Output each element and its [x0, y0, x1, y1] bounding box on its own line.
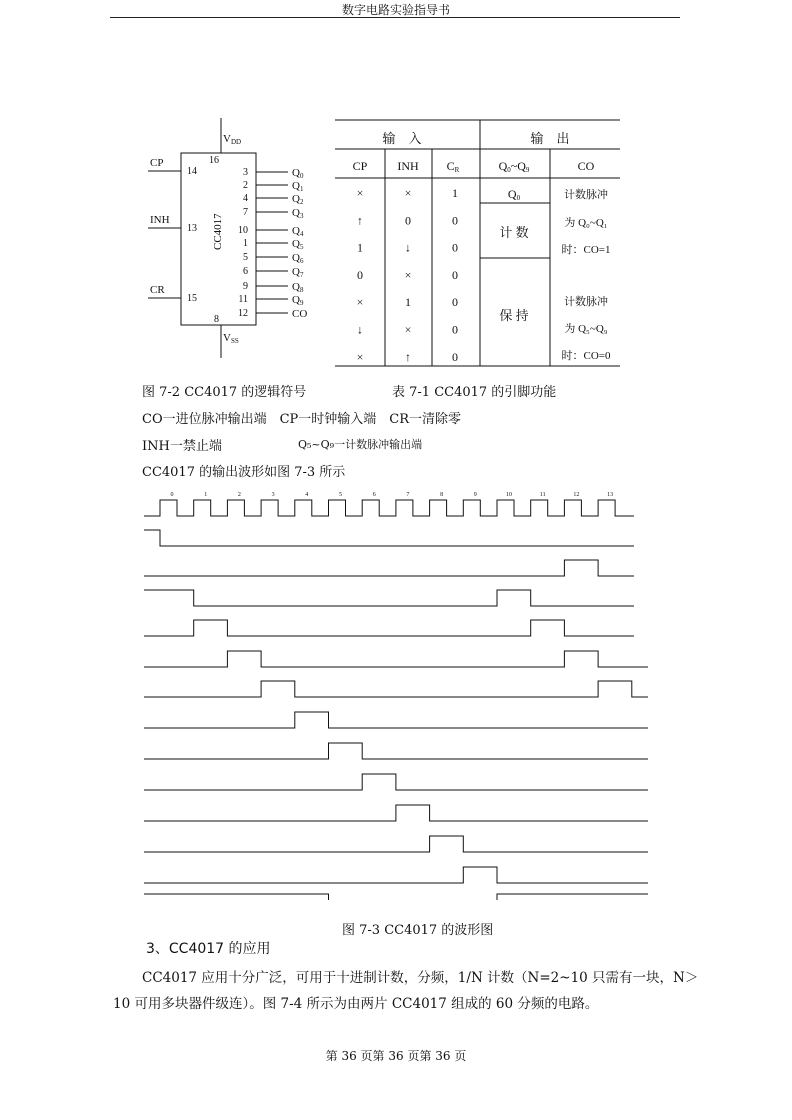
clock-label-11: 11: [539, 492, 546, 498]
output-pin-8: 9: [243, 281, 248, 292]
legend-line-2a: INH一禁止端: [142, 439, 222, 454]
clock-label-1: 1: [204, 492, 208, 498]
out-hold: 保 持: [499, 308, 529, 323]
input-pin-0: 14: [187, 166, 197, 177]
tt-cell-r4-c0: ×: [356, 295, 364, 310]
co-waveform: [144, 894, 648, 900]
output-label-6: Q6: [292, 252, 304, 265]
clock-label-8: 8: [440, 492, 444, 498]
co-block2-line2: 为 Q₅~Q₉: [564, 323, 608, 335]
tt-cell-r5-c1: ×: [404, 322, 412, 337]
output-label-7: Q7: [292, 266, 304, 279]
tt-cell-r1-c2: 0: [452, 213, 458, 228]
header-inputs: 输 入: [382, 131, 422, 146]
output-label-0: Q0: [292, 167, 304, 180]
truth-table: [330, 112, 630, 374]
fig72-caption: 图 7-2 CC4017 的逻辑符号: [142, 385, 307, 400]
output-label-5: Q5: [292, 238, 304, 251]
tt-cell-r1-c0: ↑: [357, 213, 363, 228]
clock-label-9: 9: [473, 492, 477, 498]
chip-name: CC4017: [212, 213, 224, 250]
col-q: Q0~Q9: [498, 159, 530, 174]
co-block1-line2: 为 Q₀~Q₁: [564, 217, 608, 229]
co-block1-line1: 计数脉冲: [564, 189, 608, 201]
input-label-1: INH: [150, 214, 170, 226]
output-label-4: Q4: [292, 225, 304, 238]
waveform-diagram: [0, 480, 792, 900]
output-pin-5: 1: [243, 238, 248, 249]
pin-8: 8: [214, 314, 219, 325]
output-label-1: Q1: [292, 180, 304, 193]
clock-label-2: 2: [237, 492, 241, 498]
tt-cell-r3-c1: ×: [404, 267, 412, 282]
clock-label-12: 12: [573, 492, 580, 498]
co-block2-line3: 时：CO=0: [561, 350, 611, 362]
fig73-caption: 图 7-3 CC4017 的波形图: [342, 923, 494, 938]
output-pin-3: 7: [243, 207, 248, 218]
tt-cell-r3-c0: 0: [357, 267, 363, 282]
output-waveform-8: [144, 805, 648, 821]
tt-cell-r0-c0: ×: [356, 186, 364, 200]
page-footer: 第 36 页第 36 页第 36 页: [325, 1049, 467, 1063]
reset-waveform: [144, 530, 634, 546]
output-pin-10: 12: [238, 308, 248, 319]
tt-cell-r2-c1: ↓: [405, 240, 411, 255]
co-block1-line3: 时：CO=1: [561, 244, 611, 256]
clock-label-10: 10: [506, 492, 512, 498]
output-label-2: Q2: [292, 193, 304, 206]
output-waveform-6: [144, 743, 648, 759]
tt-cell-r5-c2: 0: [452, 322, 458, 337]
output-waveform-0: [144, 560, 634, 576]
output-waveform-9: [144, 836, 648, 852]
output-waveform-2: [144, 620, 634, 636]
col-inh: INH: [397, 159, 419, 173]
clock-label-13: 13: [607, 492, 614, 498]
logic-symbol-diagram: [130, 110, 340, 370]
tt-cell-r4-c2: 0: [452, 295, 458, 310]
tt-cell-r2-c2: 0: [452, 240, 458, 255]
paragraph-line-2: 10 可用多块器件级连）。图 7-4 所示为由两片 CC4017 组成的 60 分频的电路。: [113, 996, 599, 1012]
waveform-intro: CC4017 的输出波形如图 7-3 所示: [142, 465, 346, 480]
clock-label-7: 7: [406, 492, 410, 498]
input-label-0: CP: [150, 157, 164, 169]
output-pin-7: 6: [243, 266, 248, 277]
clock-label-0: 0: [170, 492, 174, 498]
tt-cell-r6-c0: ×: [356, 349, 364, 364]
clock-label-3: 3: [271, 492, 275, 498]
tt-cell-r4-c1: 1: [405, 295, 411, 310]
pin-16: 16: [209, 155, 219, 166]
tt-cell-r6-c1: ↑: [405, 349, 411, 364]
col-co: CO: [577, 159, 595, 173]
clock-waveform: [144, 500, 634, 516]
tt-cell-r0-c2: 1: [452, 186, 458, 200]
output-label-9: Q9: [292, 294, 304, 307]
output-waveform-1: [144, 590, 634, 606]
legend-line-1: CO一进位脉冲输出端 CP一时钟输入端 CR一清除零: [142, 412, 462, 427]
output-pin-0: 3: [243, 167, 248, 178]
tt-cell-r2-c0: 1: [357, 240, 363, 255]
out-count: 计 数: [499, 225, 529, 240]
output-label-10: CO: [292, 308, 308, 320]
col-cp: CP: [352, 159, 368, 173]
input-label-2: CR: [150, 284, 165, 296]
out-q0: Q0: [507, 187, 521, 202]
tab71-caption: 表 7-1 CC4017 的引脚功能: [392, 385, 557, 400]
col-cr: CR: [446, 159, 460, 174]
tt-cell-r3-c2: 0: [452, 267, 458, 282]
output-pin-6: 5: [243, 252, 248, 263]
paragraph-line-1: CC4017 应用十分广泛，可用于十进制计数，分频，1/N 计数（N=2~10 只需有一块，N＞: [142, 970, 699, 986]
output-waveform-7: [144, 774, 648, 790]
output-waveform-4: [144, 681, 648, 697]
co-block2-line1: 计数脉冲: [564, 296, 608, 308]
clock-label-4: 4: [305, 492, 309, 498]
tt-cell-r5-c0: ↓: [357, 322, 363, 337]
clock-label-6: 6: [372, 492, 376, 498]
legend-line-2b: Q₅~Q₉一计数脉冲输出端: [298, 438, 423, 451]
vss-label: VSS: [223, 332, 239, 345]
output-pin-2: 4: [243, 193, 248, 204]
tt-cell-r0-c1: ×: [404, 186, 412, 200]
output-label-8: Q8: [292, 281, 304, 294]
input-pin-1: 13: [187, 223, 197, 234]
output-pin-1: 2: [243, 180, 248, 191]
input-pin-2: 15: [187, 293, 197, 304]
tt-cell-r1-c1: 0: [405, 213, 411, 228]
output-waveform-3: [144, 651, 648, 667]
section-heading: 3、CC4017 的应用: [146, 941, 271, 957]
vdd-label: VDD: [223, 133, 242, 146]
output-label-3: Q3: [292, 207, 304, 220]
output-waveform-5: [144, 712, 648, 728]
output-pin-4: 10: [238, 225, 248, 236]
output-waveform-10: [144, 867, 648, 883]
page-header-title: 数字电路实验指导书: [341, 3, 450, 17]
header-rule: [110, 17, 680, 18]
tt-cell-r6-c2: 0: [452, 349, 458, 364]
clock-label-5: 5: [339, 492, 342, 498]
header-outputs: 输 出: [530, 131, 570, 146]
output-pin-9: 11: [238, 294, 248, 305]
